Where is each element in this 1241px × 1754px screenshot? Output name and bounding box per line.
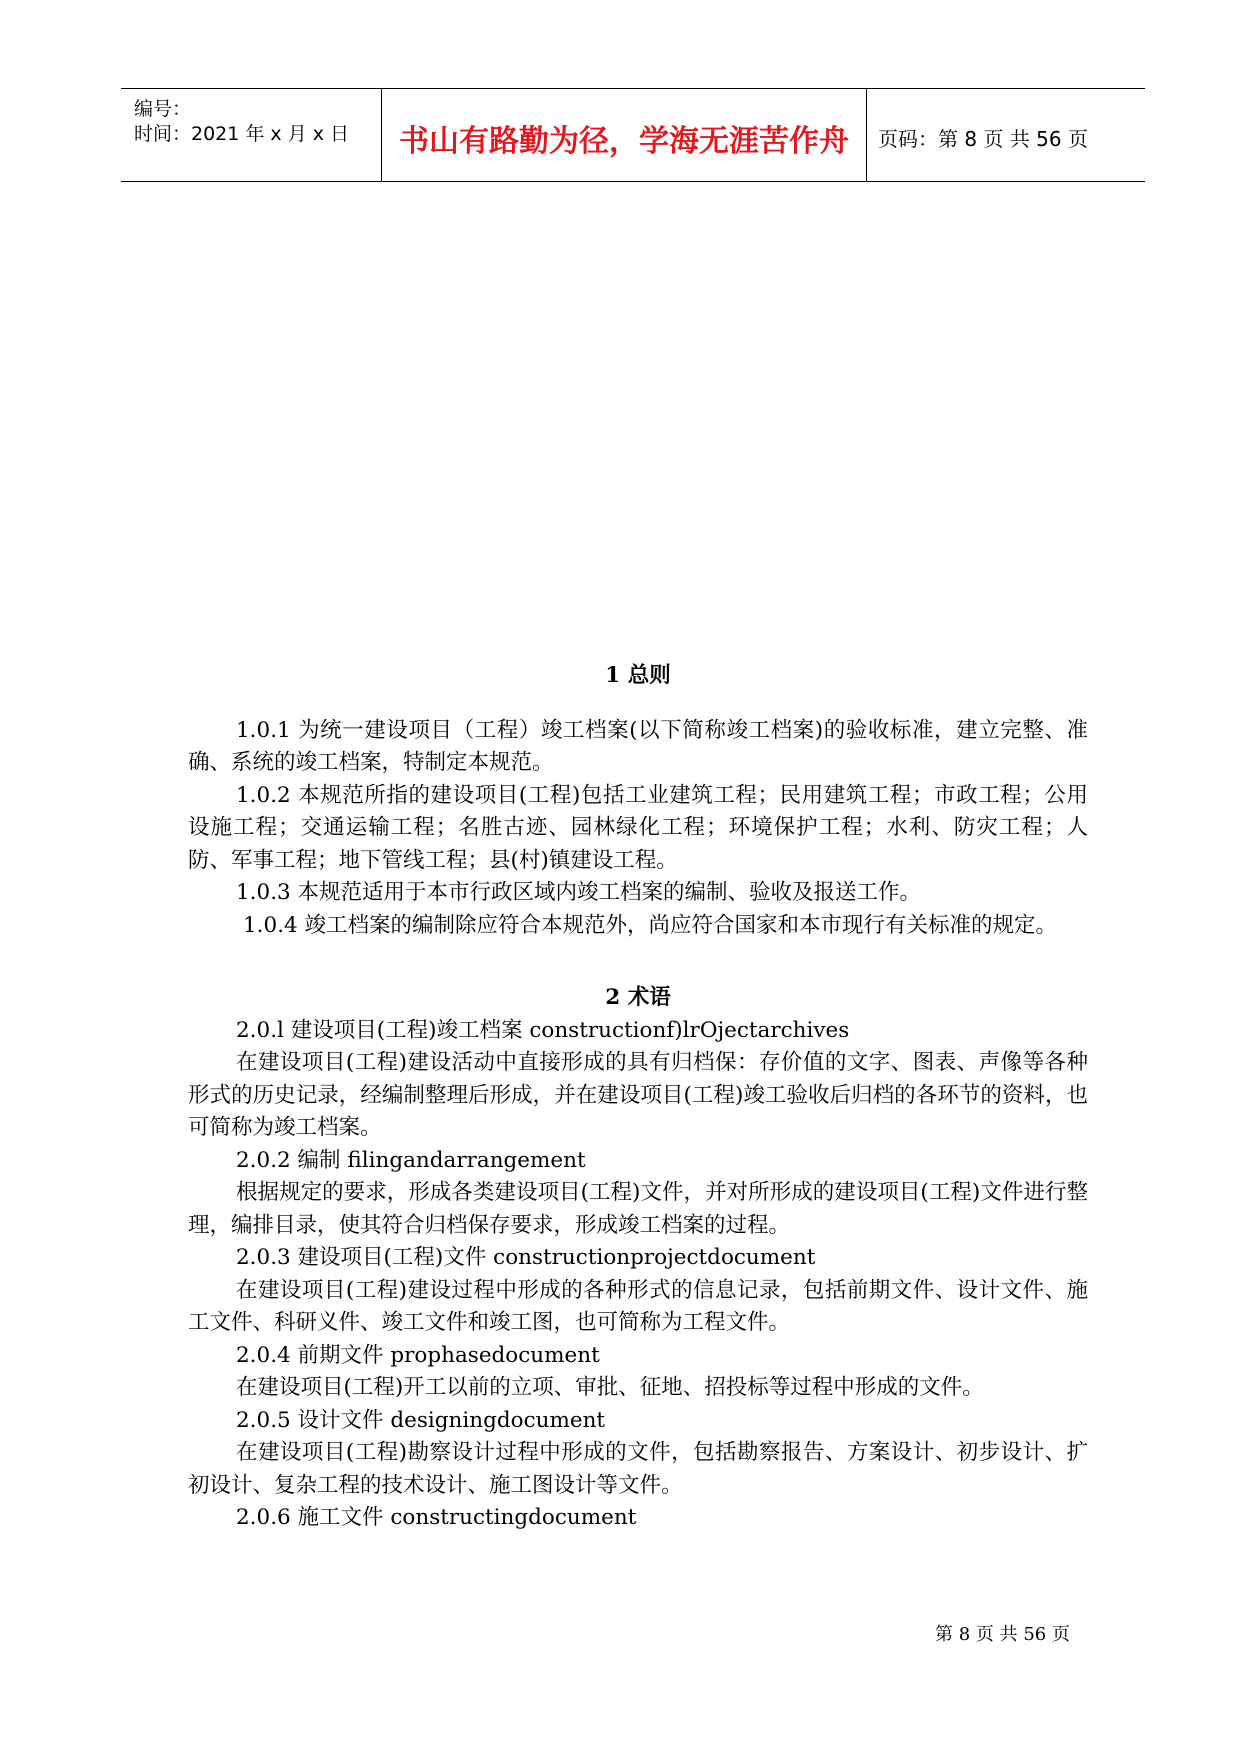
term-2-0-5-title: 2.0.5 设计文件 designingdocument bbox=[236, 1407, 606, 1433]
document-time-label: 时间：2021 年 x 月 x 日 bbox=[134, 123, 350, 145]
paragraph-1-0-2: 1.0.2 本规范所指的建设项目(工程)包括工业建筑工程；民用建筑工程；市政工程；公用设施工程；交通运输工程；名胜古迹、园林绿化工程；环境保护工程；水利、防灾工程；人防、军事工程；地下管线工程；县(村)镇建设工程。 bbox=[188, 782, 1088, 873]
document-number-label: 编号： bbox=[134, 98, 192, 120]
term-2-0-4-definition: 在建设项目(工程)开工以前的立项、审批、征地、招投标等过程中形成的文件。 bbox=[236, 1375, 984, 1400]
term-2-0-1-definition: 在建设项目(工程)建设活动中直接形成的具有归档保：存价值的文字、图表、声像等各种形式的历史记录，经编制整理后形成，并在建设项目(工程)竣工验收后归档的各环节的资料，也可简称为竣工档案。 bbox=[188, 1050, 1088, 1140]
header-page-cell bbox=[866, 89, 1145, 181]
header-motto-cell bbox=[381, 89, 867, 181]
term-2-0-2-title: 2.0.2 编制 filingandarrangement bbox=[236, 1147, 586, 1173]
term-2-0-4-title: 2.0.4 前期文件 prophasedocument bbox=[236, 1342, 600, 1368]
term-2-0-2-definition: 根据规定的要求，形成各类建设项目(工程)文件，并对所形成的建设项目(工程)文件进行整理，编排目录，使其符合归档保存要求，形成竣工档案的过程。 bbox=[188, 1180, 1088, 1238]
header-page-info: 页码：第 8 页 共 56 页 bbox=[878, 127, 1088, 151]
page-footer-number: 第 8 页 共 56 页 bbox=[935, 1624, 1070, 1645]
page-header bbox=[121, 88, 1145, 182]
header-motto: 书山有路勤为径，学海无涯苦作舟 bbox=[399, 124, 849, 159]
term-2-0-5-definition: 在建设项目(工程)勘察设计过程中形成的文件，包括勘察报告、方案设计、初步设计、扩初设计、复杂工程的技术设计、施工图设计等文件。 bbox=[188, 1440, 1088, 1498]
paragraph-1-0-4: 1.0.4 竣工档案的编制除应符合本规范外，尚应符合国家和本市现行有关标准的规定。 bbox=[243, 912, 1058, 938]
header-meta-cell bbox=[121, 89, 381, 181]
term-2-0-1-title: 2.0.l 建设项目(工程)竣工档案 constructionf)lrOjectarchives bbox=[236, 1017, 850, 1043]
section-2-title: 2 术语 bbox=[605, 985, 671, 1010]
term-2-0-6-title: 2.0.6 施工文件 constructingdocument bbox=[236, 1505, 637, 1530]
term-2-0-3-definition: 在建设项目(工程)建设过程中形成的各种形式的信息记录，包括前期文件、设计文件、施工文件、科研义件、竣工文件和竣工图，也可简称为工程文件。 bbox=[188, 1277, 1088, 1335]
section-1-title: 1 总则 bbox=[605, 663, 671, 688]
paragraph-1-0-1: 1.0.1 为统一建设项目（工程）竣工档案(以下简称竣工档案)的验收标准，建立完整、准确、系统的竣工档案，特制定本规范。 bbox=[188, 717, 1088, 775]
term-2-0-3-title: 2.0.3 建设项目(工程)文件 constructionprojectdocument bbox=[236, 1245, 816, 1270]
document-body bbox=[188, 660, 1088, 1535]
paragraph-1-0-3: 1.0.3 本规范适用于本市行政区域内竣工档案的编制、验收及报送工作。 bbox=[236, 880, 922, 905]
